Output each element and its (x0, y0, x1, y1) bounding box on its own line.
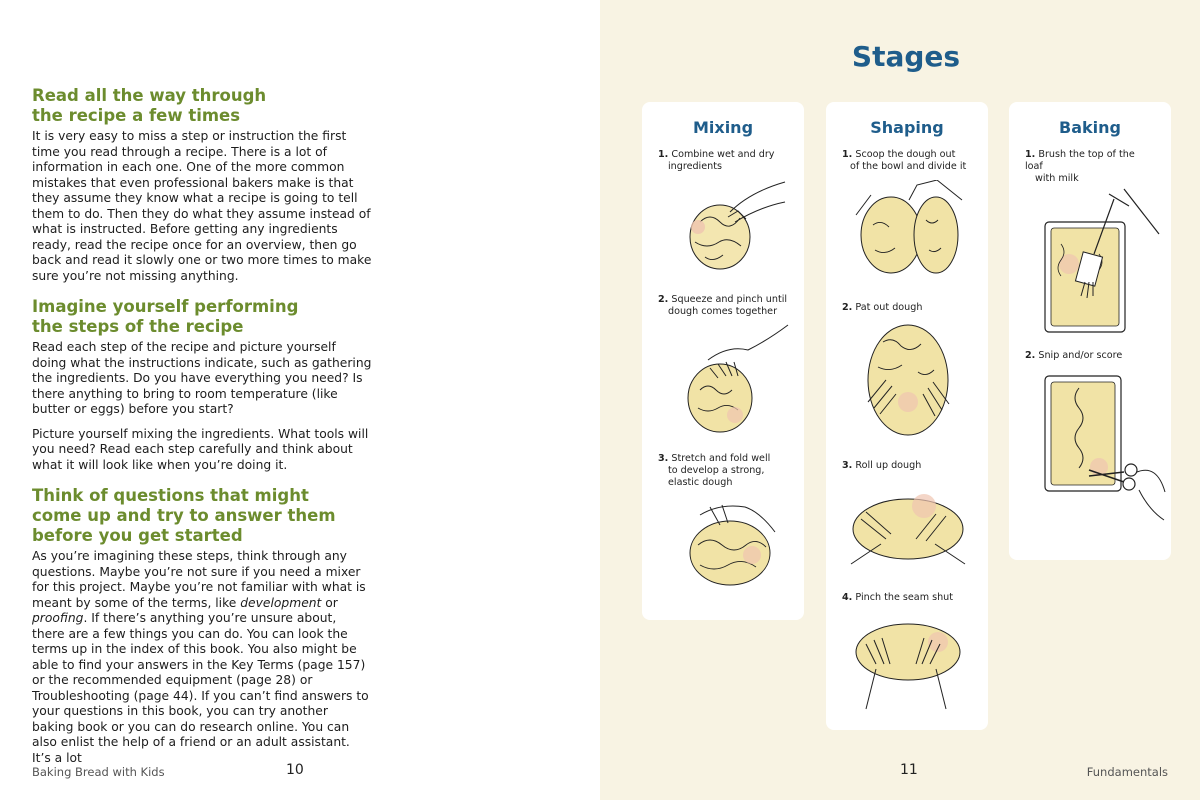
step-text: to develop a strong, (668, 465, 765, 476)
paragraph-text: or (321, 595, 338, 610)
section-imagine-steps (32, 297, 372, 473)
heading-line: the recipe a few times (32, 106, 241, 125)
snip-score-illustration (1039, 372, 1169, 547)
heading-line: come up and try to answer them (32, 506, 336, 525)
step-number: 1. (658, 149, 669, 160)
step-item (658, 149, 788, 173)
step-text: of the bowl and divide it (850, 161, 967, 172)
stage-card-mixing (642, 102, 804, 620)
term-proofing: proofing (32, 611, 84, 625)
step-text: with milk (1035, 173, 1079, 184)
step-item (842, 302, 972, 314)
paragraph-text: . If there’s anything you’re unsure about, there are a few things you can do. You can look the terms up in the index of this book. You also might be able to find your answers in the Key Terms (page 157) or the recommended equipment (page 28) or Troubleshooting (page 44). If you can’t find answers to your questions in this book, you can try another baking book or you can do research online. You can also enlist the help of a friend or an adult assistant. It’s a lot (32, 611, 369, 765)
step-text: Pinch the seam shut (855, 592, 954, 603)
section-heading (32, 86, 372, 126)
brush-loaf-illustration (1039, 184, 1169, 334)
paragraph: Picture yourself mixing the ingredients. What tools will you need? Read each step carefully and think about what it will look like when you’re doing it. (32, 426, 369, 472)
card-title: Baking (1059, 118, 1121, 137)
paragraph: It is very easy to miss a step or instruction the first time you read through a recipe. There is a lot of information in each one. One of the more common mistakes that even professional bakers make is that they assume they know what a recipe is going to tell them to do. Then they do what they assume instead of what is instructed. Before getting any ingredients ready, read the recipe once for an overview, then go back and read it slowly one or two more times to make sure you’re not missing anything. (32, 129, 372, 283)
step-number: 3. (842, 460, 853, 471)
page-number-left: 10 (286, 762, 304, 778)
left-page-content (32, 86, 372, 779)
stage-card-shaping (826, 102, 988, 730)
step-item (842, 149, 972, 173)
step-text: Scoop the dough out (855, 149, 956, 160)
section-heading (32, 486, 372, 546)
card-title: Shaping (870, 118, 944, 137)
step-item (658, 453, 788, 489)
page-number-right: 11 (900, 762, 918, 778)
step-number: 1. (1025, 149, 1036, 160)
step-text: Squeeze and pinch until (671, 294, 788, 305)
step-number: 1. (842, 149, 853, 160)
step-number: 2. (658, 294, 669, 305)
step-text: Combine wet and dry (671, 149, 775, 160)
heading-line: Think of questions that might (32, 486, 309, 505)
section-read-recipe (32, 86, 372, 284)
combine-ingredients-illustration (680, 172, 790, 282)
step-number: 2. (842, 302, 853, 313)
step-text: elastic dough (668, 477, 733, 488)
step-text: Roll up dough (855, 460, 922, 471)
roll-dough-illustration (846, 484, 970, 574)
section-questions (32, 486, 372, 766)
squeeze-dough-illustration (680, 320, 790, 440)
step-text: Pat out dough (855, 302, 923, 313)
step-text: dough comes together (668, 306, 778, 317)
term-development: development (240, 595, 322, 610)
paragraph: Read each step of the recipe and picture yourself doing what the instructions indicate, such as gathering the ingredients. Do you have everything you need? Is there anything to bring to room temperature (like butter or eggs) before you start? (32, 340, 372, 416)
stages-title: Stages (851, 40, 961, 73)
scoop-dough-illustration (851, 180, 971, 280)
step-item (658, 294, 788, 318)
stretch-fold-illustration (680, 485, 790, 600)
step-text: ingredients (668, 161, 722, 172)
chapter-title-footer: Fundamentals (1086, 765, 1168, 779)
stage-card-baking (1009, 102, 1171, 560)
step-item (1025, 149, 1155, 185)
heading-line: before you get started (32, 526, 243, 545)
paragraph-text: As you’re imagining these steps, think through any questions. Maybe you’re not sure if you need a mixer for this project. Maybe you’re not familiar with what is meant by some of the terms, like (32, 549, 366, 610)
step-text: Snip and/or score (1038, 350, 1123, 361)
paragraph (32, 549, 372, 766)
step-item (1025, 350, 1155, 362)
heading-line: Read all the way through (32, 86, 267, 105)
book-title-footer: Baking Bread with Kids (32, 765, 165, 779)
step-number: 3. (658, 453, 669, 464)
step-item (842, 592, 972, 604)
section-heading (32, 297, 372, 337)
pinch-seam-illustration (846, 614, 970, 714)
step-item (842, 460, 972, 472)
step-number: 4. (842, 592, 853, 603)
step-text: Stretch and fold well (671, 453, 771, 464)
heading-line: the steps of the recipe (32, 317, 244, 336)
pat-dough-illustration (848, 322, 968, 442)
heading-line: Imagine yourself performing (32, 297, 299, 316)
card-title: Mixing (692, 118, 754, 137)
step-text: Brush the top of the loaf (1025, 149, 1135, 172)
step-number: 2. (1025, 350, 1036, 361)
